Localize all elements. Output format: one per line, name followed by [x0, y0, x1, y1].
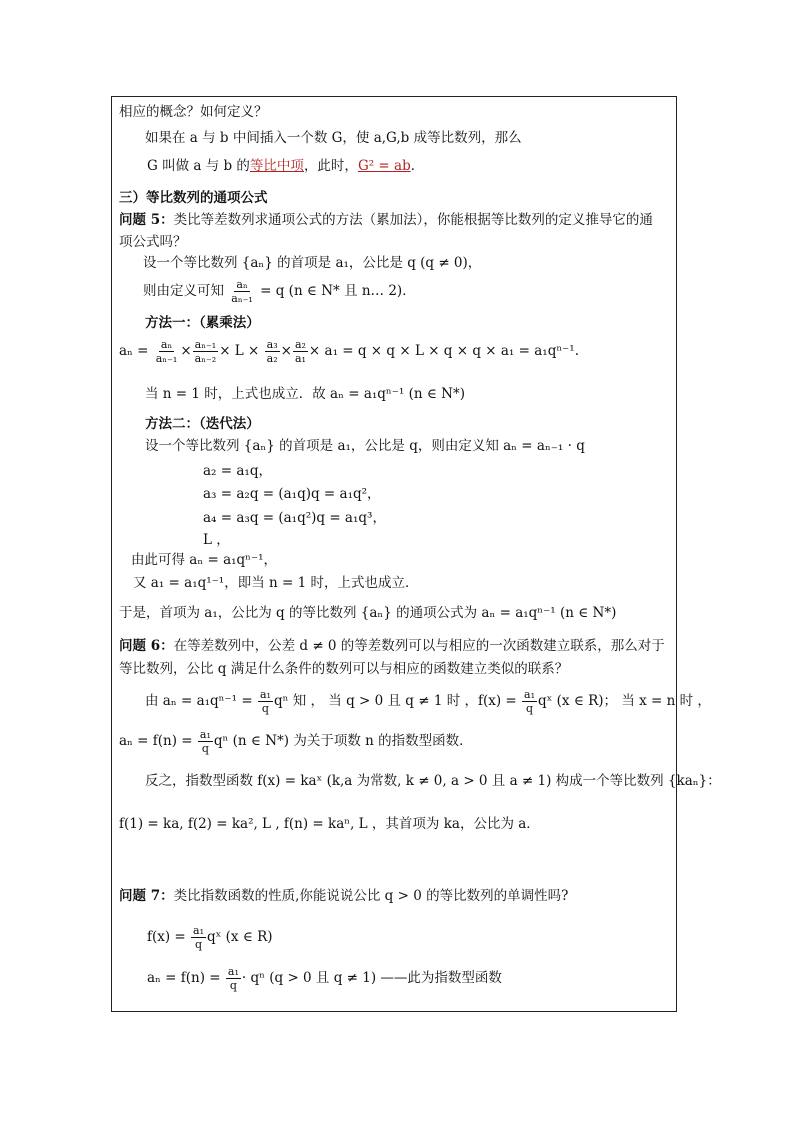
fraction-an-over-an-1: $\frac{\text{aₙ}}{\text{aₙ₋₁}}$	[231, 278, 253, 305]
line-also-holds: 又 a₁ = a₁q¹⁻¹，即当 n = 1 时，上式也成立．	[133, 575, 419, 591]
line-an-exponential: aₙ = f(n) = $\frac{\text{a₁}}{q}$ · qⁿ (q > 0 且 q ≠ 1) ——此为指数型函数	[147, 965, 502, 992]
line-a4: a₄ = a₃q = (a₁q²)q = a₁q³，	[203, 510, 386, 526]
line-ellipsis: L ，	[203, 532, 230, 548]
line-a3: a₃ = a₂q = (a₁q)q = a₁q²，	[203, 486, 381, 502]
question-5-line2: 项公式吗？	[119, 234, 187, 250]
line-first-term-ratio: 设一个等比数列 {aₙ} 的首项是 a₁，公比是 q (q ≠ 0)，	[143, 255, 482, 271]
line-iteration-setup: 设一个等比数列 {aₙ} 的首项是 a₁，公比是 q，则由定义知 aₙ = aₙ₋₁ · q	[145, 438, 585, 454]
fraction-4: $\frac{\text{a₂}}{\text{a₁}}$	[294, 338, 306, 365]
fraction-a1-over-q-5: $\frac{\text{a₁}}{q}$	[227, 965, 239, 992]
line-definition-ratio: 则由定义可知 $\frac{\text{aₙ}}{\text{aₙ₋₁}}$ = q (n ∈ N* 且 n… 2)．	[143, 278, 416, 305]
question-5-line1: 问题 5：类比等差数列求通项公式的方法（累加法），你能根据等比数列的定义推导它的通	[119, 212, 653, 228]
fraction-a1-over-q-2: $\frac{\text{a₁}}{q}$	[524, 688, 536, 715]
question-6-line2: 等比数列，公比 q 满足什么条件的数列可以与相应的函数建立类似的联系？	[119, 661, 569, 677]
question-7: 问题 7：类比指数函数的性质,你能说说公比 q > 0 的等比数列的单调性吗?	[119, 888, 569, 904]
formula-g-squared: G² = ab	[357, 158, 411, 174]
line-exponential-relation: 由 aₙ = a₁qⁿ⁻¹ = $\frac{\text{a₁}}{q}$ qⁿ 知 ， 当 q > 0 且 q ≠ 1 时 ，f(x) = $\frac{\text{a₁}}{q}$ qˣ (x ∈ R)； 当 x = n 时 ，	[145, 688, 711, 715]
highlight-geometric-mean: 等比中项	[249, 158, 304, 174]
line-general-formula: 于是，首项为 a₁，公比为 q 的等比数列 {aₙ} 的通项公式为 aₙ = a₁qⁿ⁻¹ (n ∈ N*)	[119, 605, 617, 621]
line-multiplication-derivation: aₙ = $\frac{\text{aₙ}}{\text{aₙ₋₁}}$ × $\frac{\text{aₙ₋₁}}{\text{aₙ₋₂}}$ × L × $\frac{\text{a₃}}{\text{a₂}}$ × $\frac{\text{a₂}}{\text{a₁}}$ × a₁ = q × q × L × q × q × a₁ = a₁qⁿ⁻¹.	[119, 338, 580, 365]
question-6-line1: 问题 6：在等差数列中，公差 d ≠ 0 的等差数列可以与相应的一次函数建立联系，那么对于	[119, 638, 665, 654]
method-1-heading: 方法一：（累乘法）	[145, 315, 260, 331]
line-hence: 由此可得 aₙ = a₁qⁿ⁻¹，	[131, 552, 278, 568]
line-an-function: aₙ = f(n) = $\frac{\text{a₁}}{q}$ qⁿ (n ∈ N*) 为关于项数 n 的指数型函数．	[119, 728, 473, 755]
line-concept-question: 相应的概念？如何定义？	[119, 104, 268, 120]
fraction-a1-over-q-4: $\frac{\text{a₁}}{q}$	[193, 924, 205, 951]
section-heading-general-term: 三）等比数列的通项公式	[119, 190, 268, 206]
line-geometric-mean-term: G 叫做 a 与 b 的等比中项，此时，G² = ab．	[147, 158, 425, 174]
line-fx-formula: f(x) = $\frac{\text{a₁}}{q}$ qˣ (x ∈ R)	[147, 924, 273, 951]
line-a2: a₂ = a₁q，	[203, 463, 272, 479]
method-2-heading: 方法二：（迭代法）	[145, 416, 260, 432]
line-conversely: 反之，指数型函数 f(x) = kaˣ (k,a 为常数, k ≠ 0, a > 0 且 a ≠ 1) 构成一个等比数列 {kaₙ}：	[145, 773, 721, 789]
line-n-equals-1-check: 当 n = 1 时，上式也成立．故 aₙ = a₁qⁿ⁻¹ (n ∈ N*)	[145, 386, 465, 402]
fraction-2: $\frac{\text{aₙ₋₁}}{\text{aₙ₋₂}}$	[194, 338, 217, 365]
fraction-3: $\frac{\text{a₃}}{\text{a₂}}$	[266, 338, 278, 365]
fraction-1: $\frac{\text{aₙ}}{\text{aₙ₋₁}}$	[155, 338, 178, 365]
fraction-a1-over-q: $\frac{\text{a₁}}{q}$	[259, 688, 271, 715]
fraction-a1-over-q-3: $\frac{\text{a₁}}{q}$	[199, 728, 211, 755]
line-geometric-mean-definition: 如果在 a 与 b 中间插入一个数 G，使 a,G,b 成等比数列，那么	[145, 130, 522, 146]
line-sequence-values: f(1) = ka, f(2) = ka², L , f(n) = kaⁿ, L ，其首项为 ka，公比为 a．	[119, 816, 540, 832]
